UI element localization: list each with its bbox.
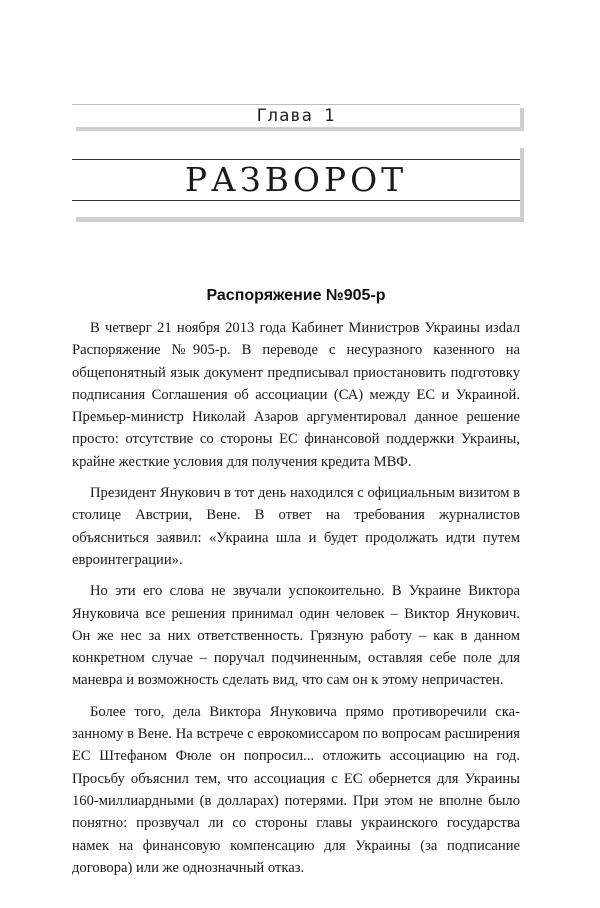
section-heading: Распоряжение №905-р: [206, 287, 386, 304]
body-text: [72, 317, 520, 888]
paragraph: В четверг 21 ноября 2013 года Кабинет Министров Украины изdал Распоряжение №905-р. В переводе с несуразного казенного на общепонятный язык документ предписывал приостановить подготовку подписания Соглашения об ассоциации (СА) между ЕС и Украиной. Премьер-министр Николай Азаров аргументировал данное решение просто: отсутствие со стороны ЕС финансовой поддержки Украины, крайне жесткие условия для получения кредита МВФ.: [72, 320, 520, 470]
chapter-label: Глава 1: [256, 106, 336, 126]
paragraph: Президент Янукович в тот день находился с официальным визитом в столице Австрии, Вене. В ответ на требования журналистов объясниться заявил: «Украина шла и будет продолжать идти путем евроинтеграции».: [72, 485, 520, 568]
paragraph: Но эти его слова не звучали успокоительно. В Украине Виктора Януковича все решения принимал один человек – Виктор Янукович. Он же нес за них ответственность. Грязную работу – как в данном конкретном случае – поручал подчиненным, оставляя себе поле для маневра и возможность сделать вид, что сам он к этому непричастен.: [72, 583, 520, 689]
title-rule-bottom: [72, 200, 520, 201]
chapter-title-block: [72, 143, 520, 217]
paragraph: Более того, дела Виктора Януковича прямо противоречили сказанному в Вене. На встрече с еврокомиссаром по вопросам расширения ЕС Штефаном Фюле он попросил... отложить ассоциацию на год. Просьбу объяснил тем, что ассоциация с ЕС обернется для Украины 160-миллиардными (в долларах) потерями. При этом не вполне было понятно: прозвучал ли со стороны главы украинского государства намек на финансовую компенсацию для Украины (за подписание договора) или же однозначный отказ.: [72, 703, 520, 876]
chapter-label-bar: [72, 104, 520, 127]
chapter-title: РАЗВОРОТ: [184, 160, 408, 199]
